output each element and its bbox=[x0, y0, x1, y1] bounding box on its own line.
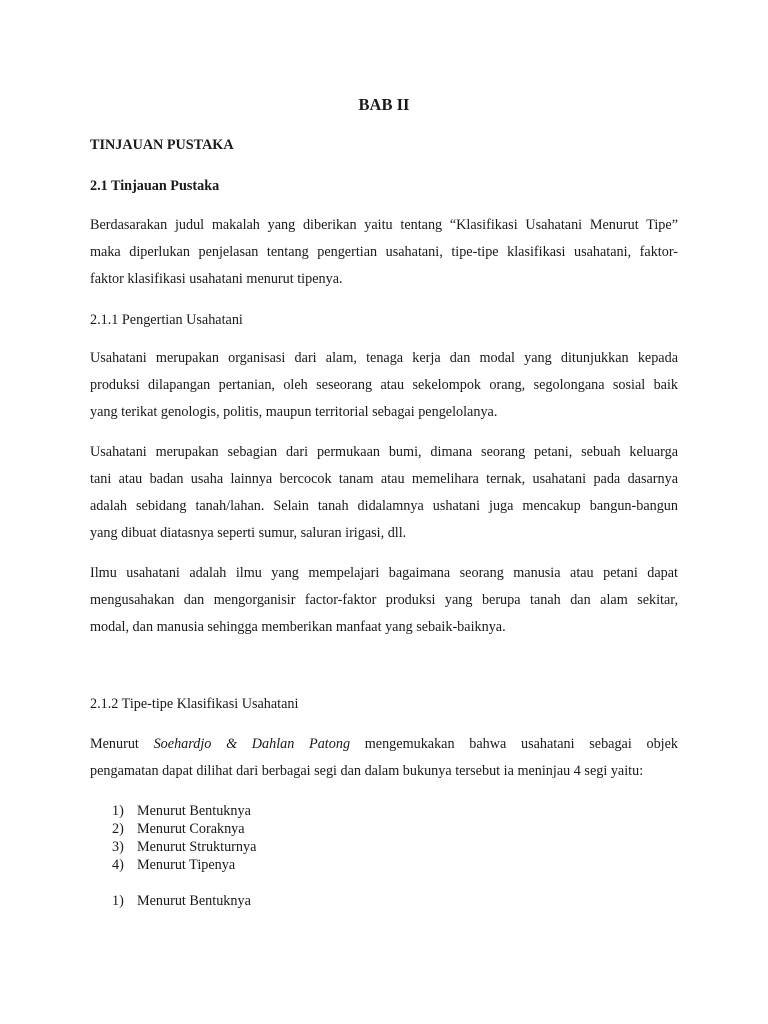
paragraph-line: Usahatani merupakan sebagian dari permukaan bumi, dimana seorang petani, sebuah keluarga bbox=[90, 444, 678, 460]
list-number: 3) bbox=[112, 839, 124, 855]
list-item bbox=[112, 856, 256, 874]
subsection-211-heading: 2.1.1 Pengertian Usahatani bbox=[90, 312, 243, 328]
paragraph-types bbox=[90, 731, 678, 785]
subsection-heading: 2.1 Tinjauan Pustaka bbox=[90, 178, 220, 194]
list-text: Menurut Bentuknya bbox=[137, 893, 251, 909]
chapter-title: BAB II bbox=[358, 95, 410, 114]
subsection-212-heading: 2.1.2 Tipe-tipe Klasifikasi Usahatani bbox=[90, 696, 299, 712]
paragraph-line: pengamatan dapat dilihat dari berbagai segi dan dalam bukunya tersebut ia meninjau 4 segi yaitu: bbox=[90, 763, 644, 779]
intro-line: faktor klasifikasi usahatani menurut tipenya. bbox=[90, 271, 343, 287]
paragraph-line: modal, dan manusia sehingga memberikan manfaat yang sebaik-baiknya. bbox=[90, 619, 506, 635]
list-number: 1) bbox=[112, 803, 124, 819]
paragraph-line: yang dibuat diatasnya seperti sumur, saluran irigasi, dll. bbox=[90, 525, 407, 541]
list-number: 2) bbox=[112, 821, 124, 837]
author-names: Soehardjo & Dahlan Patong bbox=[153, 736, 351, 752]
prefix-text: Menurut bbox=[90, 736, 139, 752]
paragraph-line: produksi dilapangan pertanian, oleh seseorang atau sekelompok orang, segolongana sosial baik bbox=[90, 377, 678, 393]
list-number: 1) bbox=[112, 893, 124, 909]
list-text: Menurut Bentuknya bbox=[137, 803, 251, 819]
list-text: Menurut Strukturnya bbox=[137, 839, 257, 855]
paragraph-line bbox=[90, 731, 678, 758]
paragraph-line: Ilmu usahatani adalah ilmu yang mempelajari bagaimana seorang manusia atau petani dapat bbox=[90, 565, 678, 581]
intro-paragraph bbox=[90, 212, 678, 293]
paragraph-line: tani atau badan usaha lainnya bercocok tanam atau memelihara ternak, usahatani pada dasarnya bbox=[90, 471, 678, 487]
section-heading: TINJAUAN PUSTAKA bbox=[90, 137, 234, 153]
intro-line: Berdasarakan judul makalah yang diberikan yaitu tentang “Klasifikasi Usahatani Menurut Tipe” bbox=[90, 217, 678, 233]
paragraph-line: yang terikat genologis, politis, maupun territorial sebagai pengelolanya. bbox=[90, 404, 498, 420]
intro-line: maka diperlukan penjelasan tentang pengertian usahatani, tipe-tipe klasifikasi usahatani, faktor- bbox=[90, 244, 678, 260]
paragraph-definition-2 bbox=[90, 439, 678, 547]
list-item bbox=[112, 820, 256, 838]
list-text: Menurut Coraknya bbox=[137, 821, 245, 837]
paragraph-definition-3 bbox=[90, 560, 678, 641]
list-item bbox=[112, 802, 256, 820]
aspect-list bbox=[112, 802, 256, 874]
next-section-list bbox=[112, 892, 251, 910]
list-item bbox=[112, 892, 251, 910]
list-text: Menurut Tipenya bbox=[137, 857, 236, 873]
paragraph-line: Usahatani merupakan organisasi dari alam, tenaga kerja dan modal yang ditunjukkan kepada bbox=[90, 350, 678, 366]
list-item bbox=[112, 838, 256, 856]
suffix-text: mengemukakan bahwa usahatani sebagai objek bbox=[364, 736, 679, 752]
paragraph-definition-1 bbox=[90, 345, 678, 426]
list-number: 4) bbox=[112, 857, 124, 873]
paragraph-line: mengusahakan dan mengorganisir factor-faktor produksi yang berupa tanah dan alam sekitar, bbox=[90, 592, 678, 608]
paragraph-line: adalah sebidang tanah/lahan. Selain tanah didalamnya ushatani juga mencakup bangun-bangun bbox=[90, 498, 678, 514]
